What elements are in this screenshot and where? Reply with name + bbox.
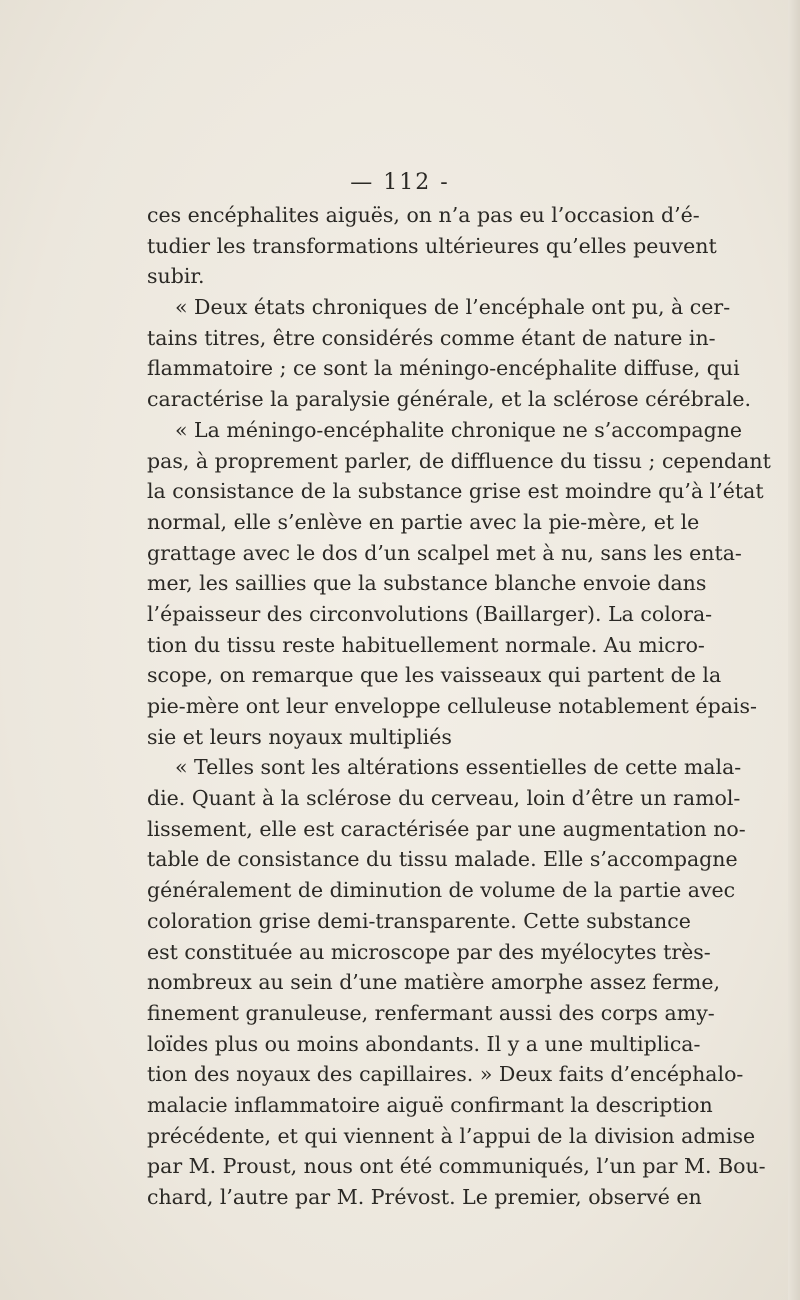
text-line: pas, à proprement parler, de diffluence du tissu ; cependant [147, 448, 771, 473]
text-line: normal, elle s’enlève en partie avec la pie-mère, et le [147, 509, 700, 534]
text-line: coloration grise demi-transparente. Cette substance [147, 908, 691, 933]
text-line: pie-mère ont leur enveloppe celluleuse notablement épais- [147, 694, 757, 718]
text-line: tains titres, être considérés comme étant de nature in- [147, 325, 716, 350]
text-line: la consistance de la substance grise est moindre qu’à l’état [147, 479, 764, 504]
text-line: loïdes plus ou moins abondants. Il y a une multiplica- [147, 1031, 701, 1056]
text-line: flammatoire ; ce sont la méningo-encéphalite diffuse, qui [147, 356, 740, 381]
text-line: par M. Proust, nous ont été communiqués, l’un par M. Bou- [147, 1154, 766, 1179]
text-line: précédente, et qui viennent à l’appui de la division admise [147, 1123, 756, 1148]
text-line: tion des noyaux des capillaires. » Deux faits d’encéphalo- [147, 1062, 744, 1087]
text-line: est constituée au microscope par des myélocytes très- [147, 939, 711, 964]
text-line: généralement de diminution de volume de la partie avec [147, 878, 736, 903]
text-line: tudier les transformations ultérieures qu’elles peuvent [147, 233, 717, 258]
text-line: caractérise la paralysie générale, et la sclérose cérébrale. [147, 387, 752, 412]
text-line: table de consistance du tissu malade. Elle s’accompagne [147, 847, 738, 872]
body-text [147, 200, 771, 1213]
text-line: malacie inflammatoire aiguë confirmant la description [147, 1092, 713, 1117]
text-line: « Deux états chroniques de l’encéphale ont pu, à cer- [175, 295, 731, 320]
text-line: « La méningo-encéphalite chronique ne s’accompagne [175, 417, 743, 442]
text-line: « Telles sont les altérations essentielles de cette mala- [175, 755, 742, 780]
page-number: — 112 - [350, 170, 450, 195]
text-line: ces encéphalites aiguës, on n’a pas eu l’occasion d’é- [147, 203, 700, 227]
text-line: subir. [147, 264, 205, 289]
text-line: grattage avec le dos d’un scalpel met à nu, sans les enta- [147, 540, 742, 565]
text-line: mer, les saillies que la substance blanche envoie dans [147, 571, 707, 596]
text-line: tion du tissu reste habituellement normale. Au micro- [147, 632, 705, 657]
text-line: scope, on remarque que les vaisseaux qui partent de la [147, 663, 722, 688]
text-line: chard, l’autre par M. Prévost. Le premier, observé en [147, 1185, 702, 1209]
text-line: lissement, elle est caractérisée par une augmentation no- [147, 816, 746, 841]
text-line: l’épaisseur des circonvolutions (Baillarger). La colora- [147, 601, 713, 626]
text-line: sie et leurs noyaux multipliés [147, 724, 452, 749]
text-line: nombreux au sein d’une matière amorphe assez ferme, [147, 970, 721, 995]
text-line: die. Quant à la sclérose du cerveau, loin d’être un ramol- [147, 786, 741, 811]
text-line: finement granuleuse, renfermant aussi des corps amy- [147, 1000, 715, 1025]
